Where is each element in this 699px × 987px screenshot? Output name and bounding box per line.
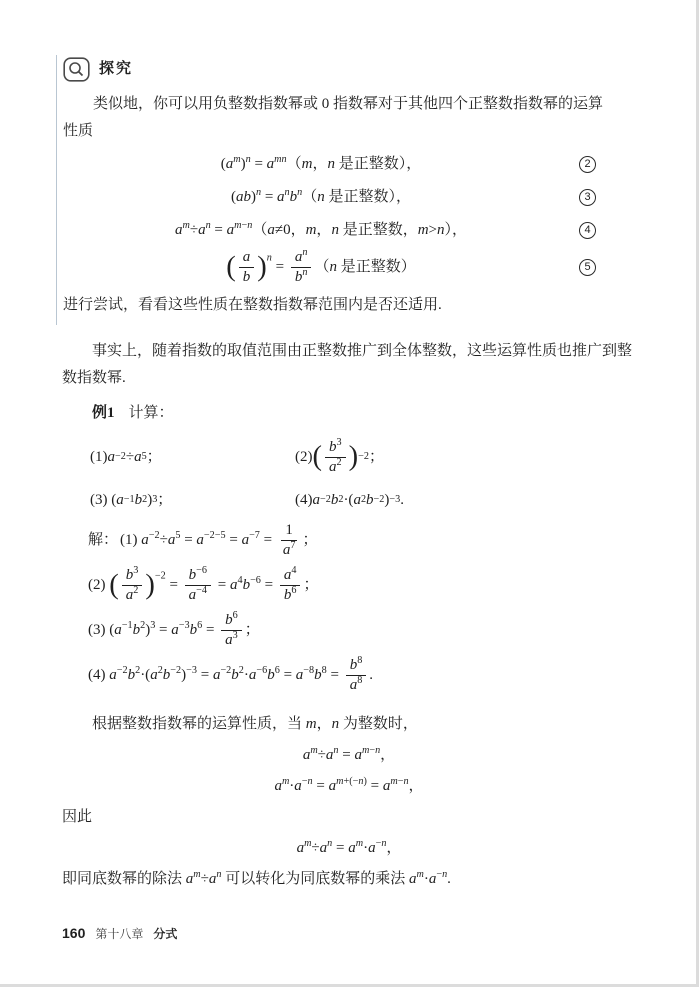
solution-step: (4) $a^{-2}b^2\cdot(a^2b^{-2})^{-3} = a^{-2}b^2\cdot a^{-6}b^6 = a^{-8}b^8$ = $\frac{b^8}{a^8}$ . (88, 654, 374, 693)
explore-note: 进行尝试，看看这些性质在整数指数幂范围内是否还适用. (63, 296, 442, 313)
therefore-label: 因此 (62, 809, 93, 825)
explore-intro: 类似地，你可以用负整数指数幂或 0 指数幂对于其他四个正整数指数幂的运算性质 (63, 96, 604, 139)
conclusion-paragraph: 即同底数幂的除法 $a^m\div a^n$ 可以转化为同底数幂的乘法 $a^m\cdot a^{-n}$. (62, 869, 451, 887)
explore-header (63, 55, 609, 83)
example-prompt: 计算： (128, 404, 174, 421)
example-label: 例1 (92, 404, 115, 421)
quotient-of-powers-formula: $a^m\div a^n = a^{m-n}(a\ne 0$，m，n 是正整数，m>n）， (174, 219, 468, 238)
explore-title: 探究 (99, 60, 134, 77)
formula-tag: 3 (579, 189, 596, 206)
formula-tag: 2 (579, 156, 596, 173)
solution-line (88, 518, 636, 563)
problem-item: (1) a −2 ÷ a 5 ； (90, 448, 162, 465)
solution-line (88, 653, 636, 698)
formula-tag: 5 (579, 259, 596, 276)
formula-row (63, 183, 609, 211)
chapter-title: 第十八章 (95, 926, 144, 941)
page-footer (62, 921, 177, 946)
formula-row (63, 249, 609, 287)
power-of-quotient-formula: ( $\frac{a}{b}$ )$^n$ = $\frac{a^n}{b^n}$ （n 是正整数） (226, 247, 416, 286)
problem-item: (3) ( a −1 b 2 ) 3 ； (90, 491, 173, 508)
formula-row (63, 150, 609, 178)
problem-item: (2) ( $\frac{b^3}{a^2}$ ) −2 ； (295, 436, 384, 475)
explore-section (56, 55, 609, 325)
section-title: 分式 (153, 926, 178, 941)
solution-line (88, 563, 636, 608)
power-of-power-formula: $(a^m)^n = a^{mn}(m$，n 是正整数）， (220, 153, 422, 172)
equation-line: $a^m\div a^n = a^{m-n}$， (302, 745, 396, 763)
problem-item: (4) a −2 b 2 ·( a 2 b −2 ) −3 . (295, 491, 404, 508)
formula-row (63, 216, 609, 244)
body-paragraph: 事实上，随着指数的取值范围由正整数推广到全体整数，这些运算性质也推广到整数指数幂. (62, 342, 633, 386)
example-heading (92, 400, 636, 427)
problem-list (62, 436, 636, 515)
solution-line (88, 608, 636, 653)
solution-step: (2) ( $\frac{b^3}{a^2}$ )$^{-2}$ = $\frac{b^{-6}}{a^{-4}}$ = $a^4b^{-6}$ = $\frac{a^4}{b^6}$ ； (88, 564, 319, 603)
equation-line: $a^m\div a^n = a^m\cdot a^{-n}$， (296, 838, 402, 856)
magnifier-icon (63, 57, 90, 82)
rules-intro: 根据整数指数幂的运算性质，当 m，n 为整数时， (92, 716, 418, 732)
solution-step: (1) $a^{-2}\div a^5 = a^{-2-5} = a^{-7}$ = $\frac{1}{a^7}$ ； (120, 521, 318, 558)
page-number: 160 (62, 924, 86, 941)
formula-tag: 4 (579, 222, 596, 239)
power-of-product-formula: $(ab)^n = a^nb^n(n$ 是正整数）， (230, 186, 412, 205)
solution-step: (3) $(a^{-1}b^2)^3 = a^{-3}b^6$ = $\frac{b^6}{a^3}$ ； (88, 609, 260, 648)
equation-line: $a^m\cdot a^{-n} = a^{m+(-n)} = a^{m-n}$， (274, 776, 424, 794)
solution-label: 解： (88, 532, 119, 548)
